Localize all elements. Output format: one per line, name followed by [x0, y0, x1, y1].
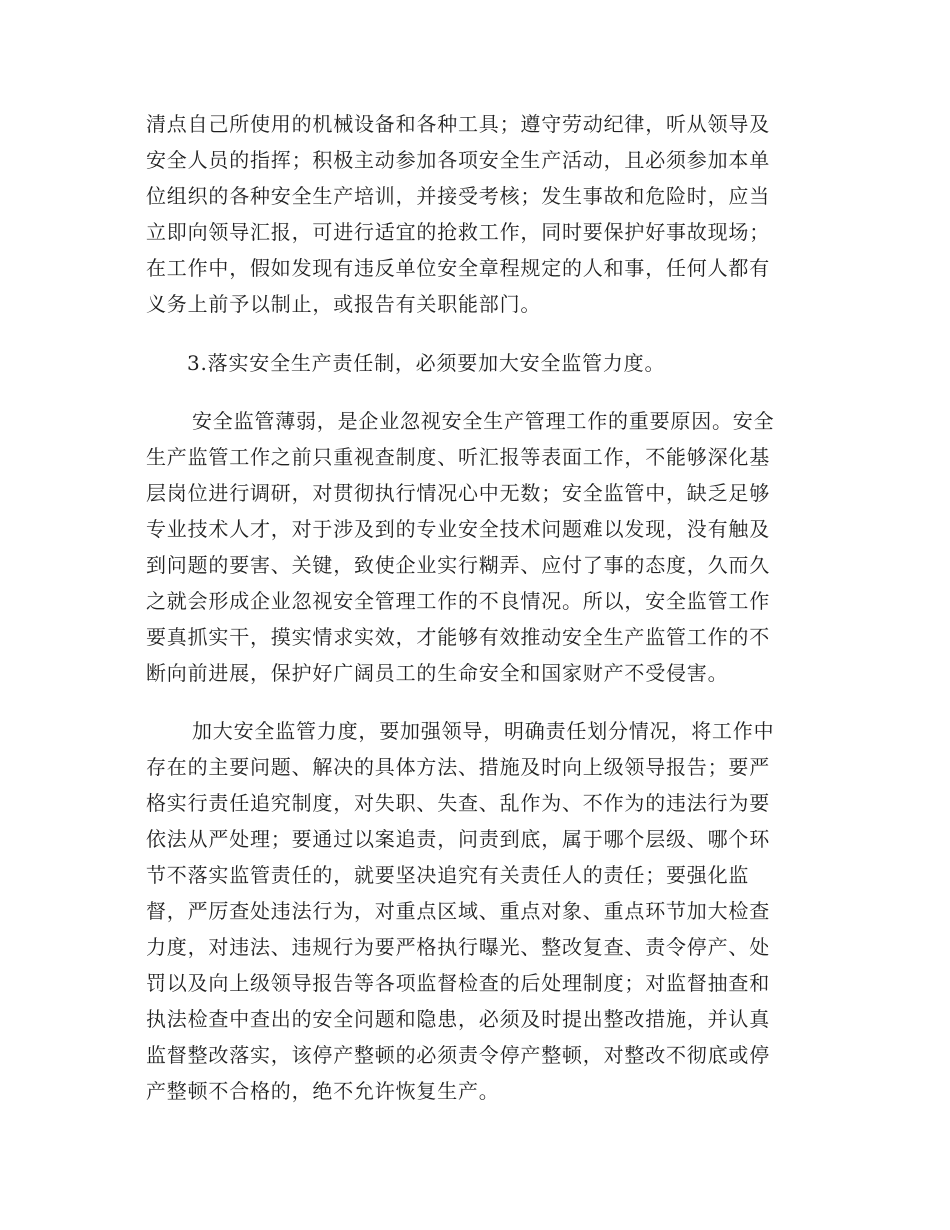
paragraph-2-line-1: 安全监管薄弱，是企业忽视安全生产管理工作的重要原因。安全 — [192, 409, 775, 433]
paragraph-3-line-10: 监督整改落实，该停产整顿的必须责令停产整顿，对整改不彻底或停 — [146, 1043, 770, 1067]
paragraph-3-line-8: 罚以及向上级领导报告等各项监督检查的后处理制度；对监督抽查和 — [146, 971, 770, 995]
paragraph-1-line-1: 清点自己所使用的机械设备和各种工具；遵守劳动纪律，听从领导及 — [146, 112, 770, 136]
paragraph-2-line-5: 到问题的要害、关键，致使企业实行糊弄、应付了事的态度，久而久 — [146, 553, 770, 577]
paragraph-3-line-11: 产整顿不合格的，绝不允许恢复生产。 — [146, 1079, 500, 1103]
paragraph-1-line-6: 义务上前予以制止，或报告有关职能部门。 — [146, 292, 542, 316]
paragraph-3-line-9: 执法检查中查出的安全问题和隐患，必须及时提出整改措施，并认真 — [146, 1007, 770, 1031]
paragraph-1-line-4: 立即向领导汇报，可进行适宜的抢救工作，同时要保护好事故现场； — [146, 220, 770, 244]
paragraph-1-line-5: 在工作中，假如发现有违反单位安全章程规定的人和事，任何人都有 — [146, 256, 770, 280]
paragraph-3-line-7: 力度，对违法、违规行为要严格执行曝光、整改复查、责令停产、处 — [146, 935, 770, 959]
paragraph-1-line-3: 位组织的各种安全生产培训，并接受考核；发生事故和危险时，应当 — [146, 184, 770, 208]
paragraph-2-line-7: 要真抓实干，摸实情求实效，才能够有效推动安全生产监管工作的不 — [146, 625, 770, 649]
section-heading: 3.落实安全生产责任制，必须要加大安全监管力度。 — [187, 351, 666, 375]
paragraph-2-line-6: 之就会形成企业忽视安全管理工作的不良情况。所以，安全监管工作 — [146, 589, 770, 613]
paragraph-3-line-6: 督，严厉查处违法行为，对重点区域、重点对象、重点环节加大检查 — [146, 899, 770, 923]
paragraph-2-line-3: 层岗位进行调研，对贯彻执行情况心中无数；安全监管中，缺乏足够 — [146, 481, 770, 505]
paragraph-2-line-8: 断向前进展，保护好广阔员工的生命安全和国家财产不受侵害。 — [146, 661, 729, 685]
paragraph-3-line-5: 节不落实监管责任的，就要坚决追究有关责任人的责任；要强化监 — [146, 863, 750, 887]
paragraph-3-line-1: 加大安全监管力度，要加强领导，明确责任划分情况，将工作中 — [192, 719, 775, 743]
paragraph-3-line-3: 格实行责任追究制度，对失职、失查、乱作为、不作为的违法行为要 — [146, 791, 770, 815]
paragraph-3-line-2: 存在的主要问题、解决的具体方法、措施及时向上级领导报告；要严 — [146, 755, 770, 779]
paragraph-2-line-4: 专业技术人才，对于涉及到的专业安全技术问题难以发现，没有触及 — [146, 517, 770, 541]
paragraph-3-line-4: 依法从严处理；要通过以案追责，问责到底，属于哪个层级、哪个环 — [146, 827, 770, 851]
paragraph-1-line-2: 安全人员的指挥；积极主动参加各项安全生产活动，且必须参加本单 — [146, 148, 770, 172]
paragraph-2-line-2: 生产监管工作之前只重视查制度、听汇报等表面工作，不能够深化基 — [146, 445, 770, 469]
